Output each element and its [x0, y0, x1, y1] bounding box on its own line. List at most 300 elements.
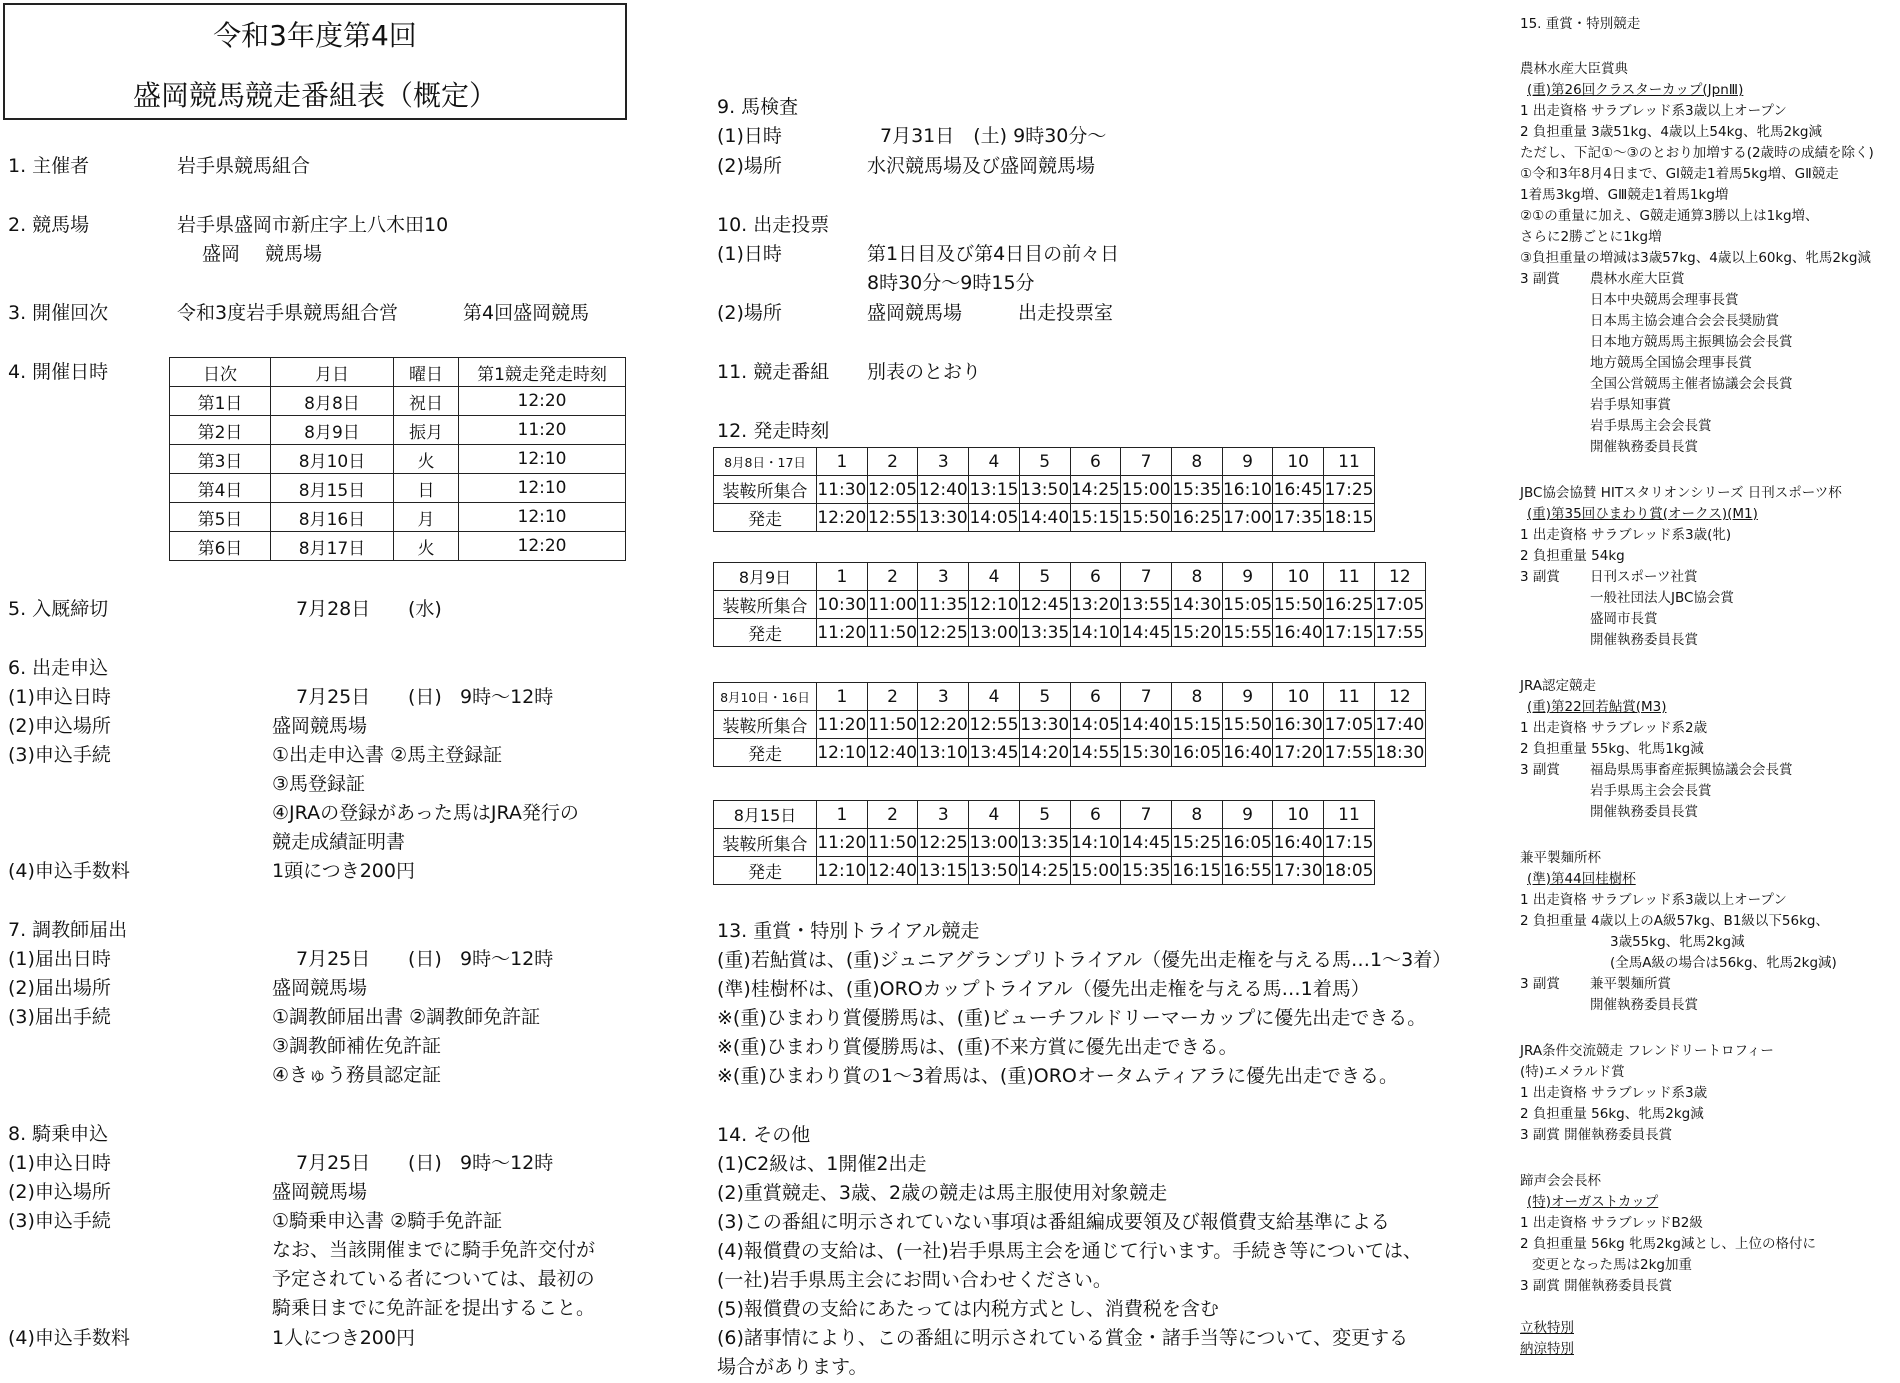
jockey-datetime-label: (1)申込日時: [8, 1152, 111, 1174]
b1-prize: 日本馬主協会連合会会長奨励賞: [1590, 313, 1779, 329]
b1-prize: 農林水産大臣賞: [1590, 271, 1685, 287]
section-13-label: 13. 重賞・特別トライアル競走: [717, 920, 980, 942]
time-cell: 13:00: [969, 829, 1020, 857]
time-cell: 3: [918, 683, 969, 711]
section-7-label: 7. 調教師届出: [8, 919, 128, 941]
time-cell: 11:50: [867, 711, 918, 739]
b1-sponsor: 農林水産大臣賞典: [1520, 61, 1628, 77]
time-cell: 16:30: [1273, 711, 1324, 739]
time-cell: 5: [1019, 563, 1070, 591]
time-cell: 8: [1172, 683, 1223, 711]
time-cell: 15:50: [1222, 711, 1273, 739]
other-line-4: (4)報償費の支給は、(一社)岩手県馬主会を通じて行います。手続き等については、: [717, 1240, 1422, 1262]
row-label: 8月15日: [714, 801, 817, 829]
b3-prize: 岩手県馬主会会長賞: [1590, 783, 1712, 799]
b1-line-1: 1 出走資格 サラブレッド系3歳以上オープン: [1520, 103, 1787, 119]
inspection-datetime: 7月31日 (土) 9時30分～: [880, 125, 1107, 147]
table-row: [170, 503, 626, 532]
jockey-place-label: (2)申込場所: [8, 1181, 111, 1203]
entry-place: 盛岡競馬場: [272, 715, 368, 737]
time-cell: 5: [1019, 448, 1070, 476]
time-cell: 13:10: [918, 739, 969, 767]
b4-line-5: 3 副賞: [1520, 976, 1560, 992]
b2-line-1: 1 出走資格 サラブレッド系3歳(牝): [1520, 527, 1732, 543]
meeting-number: 第4回盛岡競馬: [463, 302, 590, 324]
title-line-2: 盛岡競馬競走番組表（概定）: [132, 79, 497, 112]
row-label: 装鞍所集合: [714, 829, 817, 857]
stabling-deadline-day: (水): [408, 598, 442, 620]
time-cell: 17:30: [1273, 857, 1324, 885]
b2-prize: 日刊スポーツ社賞: [1590, 569, 1698, 585]
inspection-datetime-label: (1)日時: [717, 125, 782, 147]
time-cell: 13:45: [969, 739, 1020, 767]
post-time-table: [713, 447, 1375, 532]
time-cell: 10:30: [817, 591, 868, 619]
b4-line-1: 1 出走資格 サラブレッド系3歳以上オープン: [1520, 892, 1787, 908]
entry-procedure-3: ④JRAの登録があった馬はJRA発行の: [272, 802, 579, 824]
day-cell: 第3日: [170, 445, 271, 474]
time-cell: 9: [1222, 563, 1273, 591]
row-label: 装鞍所集合: [714, 711, 817, 739]
time-cell: 12: [1374, 563, 1425, 591]
time-cell: 13:15: [969, 476, 1020, 504]
time-cell: 3: [918, 448, 969, 476]
weekday-cell: 火: [394, 532, 459, 561]
entry-fee: 1頭につき200円: [272, 860, 415, 882]
trainer-place: 盛岡競馬場: [272, 977, 368, 999]
b4-line-4: (全馬A級の場合は56kg、牝馬2kg減): [1610, 955, 1837, 971]
trial-line-2: (準)桂樹杯は、(重)OROカップトライアル（優先出走権を与える馬…1着馬）: [717, 978, 1370, 1000]
trial-line-4: ※(重)ひまわり賞優勝馬は、(重)不来方賞に優先出走できる。: [717, 1036, 1238, 1058]
table-row: [170, 474, 626, 503]
time-cell: 16:25: [1324, 591, 1375, 619]
table-row: [170, 416, 626, 445]
time-cell: 13:15: [918, 857, 969, 885]
table-header-row: [170, 358, 626, 387]
b3-line-3: 3 副賞: [1520, 762, 1560, 778]
vote-place-label: (2)場所: [717, 302, 782, 324]
jockey-date: 7月25日: [296, 1152, 371, 1174]
b5-race: (特)エメラルド賞: [1520, 1064, 1625, 1080]
time-cell: 4: [969, 448, 1020, 476]
table-row: [714, 711, 1426, 739]
table-header: 月日: [271, 358, 394, 387]
row-label: 装鞍所集合: [714, 591, 817, 619]
schedule-days-table: [169, 357, 626, 561]
time-cell: 15:35: [1121, 857, 1172, 885]
title-line-1: 令和3年度第4回: [213, 19, 417, 52]
b4-sponsor: 兼平製麺所杯: [1520, 850, 1601, 866]
time-cell: 15:30: [1121, 739, 1172, 767]
time-cell: 4: [969, 801, 1020, 829]
section-2-label: 2. 競馬場: [8, 214, 90, 236]
b2-prize: 一般社団法人JBC協会賞: [1590, 590, 1734, 606]
section-3-label: 3. 開催回次: [8, 302, 109, 324]
time-cell: 7: [1121, 801, 1172, 829]
trainer-day: (日): [408, 948, 442, 970]
weekday-cell: 火: [394, 445, 459, 474]
trainer-datetime-label: (1)届出日時: [8, 948, 111, 970]
time-cell: 11:20: [459, 416, 626, 445]
trainer-procedure-1: ①調教師届出書 ②調教師免許証: [272, 1006, 541, 1028]
table-header: 第1競走発走時刻: [459, 358, 626, 387]
time-cell: 9: [1222, 801, 1273, 829]
time-cell: 10: [1273, 448, 1324, 476]
b2-prize: 開催執務委員長賞: [1590, 632, 1698, 648]
time-cell: 11:50: [867, 619, 918, 647]
time-cell: 1: [817, 801, 868, 829]
day-cell: 第4日: [170, 474, 271, 503]
time-cell: 12:40: [867, 739, 918, 767]
time-cell: 9: [1222, 448, 1273, 476]
time-cell: 9: [1222, 683, 1273, 711]
date-cell: 8月8日: [271, 387, 394, 416]
b5-line-2: 2 負担重量 56kg、牝馬2kg減: [1520, 1106, 1704, 1122]
time-cell: 14:25: [1019, 857, 1070, 885]
section-6-label: 6. 出走申込: [8, 657, 109, 679]
time-cell: 17:35: [1273, 504, 1324, 532]
table-row: [170, 445, 626, 474]
organizer-value: 岩手県競馬組合: [177, 155, 311, 177]
time-cell: 8: [1172, 563, 1223, 591]
time-cell: 12:25: [918, 829, 969, 857]
time-cell: 18:05: [1324, 857, 1375, 885]
time-cell: 12:20: [817, 504, 868, 532]
jockey-procedure-4: 騎乗日までに免許証を提出すること。: [272, 1297, 596, 1319]
other-line-5: (一社)岩手県馬主会にお問い合わせください。: [717, 1269, 1112, 1291]
time-cell: 17:05: [1324, 711, 1375, 739]
time-cell: 11:00: [867, 591, 918, 619]
entry-time: 9時～12時: [460, 686, 554, 708]
trial-line-1: (重)若鮎賞は、(重)ジュニアグランプリトライアル（優先出走権を与える馬…1～3着）: [717, 949, 1452, 971]
time-cell: 17:20: [1273, 739, 1324, 767]
post-time-table: [713, 562, 1426, 647]
time-cell: 14:10: [1070, 829, 1121, 857]
time-cell: 14:05: [1070, 711, 1121, 739]
date-cell: 8月10日: [271, 445, 394, 474]
entry-procedure-1: ①出走申込書 ②馬主登録証: [272, 744, 503, 766]
time-cell: 15:00: [1121, 476, 1172, 504]
row-label: 発走: [714, 739, 817, 767]
time-cell: 16:25: [1171, 504, 1222, 532]
table-row: [714, 591, 1426, 619]
time-cell: 12:10: [817, 739, 868, 767]
time-cell: 11: [1324, 801, 1375, 829]
time-cell: 18:30: [1374, 739, 1425, 767]
time-cell: 13:20: [1070, 591, 1121, 619]
time-cell: 4: [969, 683, 1020, 711]
b1-line-6: ②①の重量に加え、G競走通算3勝以上は1kg増、: [1520, 208, 1819, 224]
time-cell: 7: [1121, 683, 1172, 711]
time-cell: 13:50: [1019, 476, 1070, 504]
b1-race: (重)第26回クラスターカップ(JpnⅢ): [1527, 82, 1744, 98]
table-row: [714, 829, 1375, 857]
vote-datetime: 第1日目及び第4日目の前々日: [867, 243, 1120, 265]
time-cell: 16:05: [1222, 829, 1273, 857]
time-cell: 12: [1374, 683, 1425, 711]
time-cell: 14:25: [1070, 476, 1121, 504]
time-cell: 6: [1070, 448, 1121, 476]
b3-prize: 福島県馬事畜産振興協議会会長賞: [1590, 762, 1793, 778]
b1-prize: 地方競馬全国協会理事長賞: [1590, 355, 1752, 371]
b1-prize: 岩手県知事賞: [1590, 397, 1671, 413]
time-cell: 12:40: [867, 857, 918, 885]
time-cell: 7: [1121, 448, 1172, 476]
time-cell: 2: [867, 563, 918, 591]
time-cell: 6: [1070, 683, 1121, 711]
time-cell: 12:10: [459, 445, 626, 474]
b2-line-2: 2 負担重量 54kg: [1520, 548, 1625, 564]
b4-line-2: 2 負担重量 4歳以上のA級57kg、B1級以下56kg、: [1520, 913, 1829, 929]
date-cell: 8月16日: [271, 503, 394, 532]
b5-line-1: 1 出走資格 サラブレッド系3歳: [1520, 1085, 1708, 1101]
b3-prize: 開催執務委員長賞: [1590, 804, 1698, 820]
time-cell: 15:50: [1273, 591, 1324, 619]
time-cell: 13:50: [969, 857, 1020, 885]
day-cell: 第2日: [170, 416, 271, 445]
b2-sponsor: JBC協会協賛 HITスタリオンシリーズ 日刊スポーツ杯: [1520, 485, 1842, 501]
b5-line-3: 3 副賞 開催執務委員長賞: [1520, 1127, 1673, 1143]
time-cell: 14:55: [1070, 739, 1121, 767]
section-1-label: 1. 主催者: [8, 155, 90, 177]
table-row: [714, 504, 1375, 532]
time-cell: 15:35: [1171, 476, 1222, 504]
time-cell: 12:10: [817, 857, 868, 885]
other-line-2: (2)重賞競走、3歳、2歳の競走は馬主服使用対象競走: [717, 1182, 1168, 1204]
jockey-procedure-1: ①騎乗申込書 ②騎手免許証: [272, 1210, 503, 1232]
section-10-label: 10. 出走投票: [717, 214, 830, 236]
b1-prize: 岩手県馬主会会長賞: [1590, 418, 1712, 434]
time-cell: 17:40: [1374, 711, 1425, 739]
entry-day: (日): [408, 686, 442, 708]
trainer-place-label: (2)届出場所: [8, 977, 111, 999]
program-value: 別表のとおり: [867, 361, 982, 383]
time-cell: 12:20: [459, 532, 626, 561]
section-12-label: 12. 発走時刻: [717, 420, 830, 442]
jockey-fee-label: (4)申込手数料: [8, 1327, 130, 1349]
time-cell: 14:40: [1019, 504, 1070, 532]
time-cell: 16:15: [1171, 857, 1222, 885]
trial-line-5: ※(重)ひまわり賞の1～3着馬は、(重)OROオータムティアラに優先出走できる。: [717, 1065, 1398, 1087]
time-cell: 16:40: [1273, 619, 1324, 647]
time-cell: 13:30: [1019, 711, 1070, 739]
time-cell: 11:35: [918, 591, 969, 619]
post-time-table: [713, 800, 1375, 885]
b2-race: (重)第35回ひまわり賞(オークス)(M1): [1527, 506, 1758, 522]
time-cell: 11:50: [867, 829, 918, 857]
time-cell: 13:55: [1121, 591, 1172, 619]
time-cell: 10: [1273, 801, 1324, 829]
entry-procedure-label: (3)申込手続: [8, 744, 111, 766]
time-cell: 1: [817, 683, 868, 711]
section-15-label: 15. 重賞・特別競走: [1520, 16, 1641, 32]
trial-line-3: ※(重)ひまわり賞優勝馬は、(重)ビューチフルドリーマーカップに優先出走できる。: [717, 1007, 1427, 1029]
time-cell: 11:20: [817, 619, 868, 647]
jockey-time: 9時～12時: [460, 1152, 554, 1174]
b3-race: (重)第22回若鮎賞(M3): [1527, 699, 1667, 715]
time-cell: 2: [867, 801, 918, 829]
weekday-cell: 祝日: [394, 387, 459, 416]
time-cell: 13:30: [918, 504, 969, 532]
time-cell: 16:40: [1273, 829, 1324, 857]
b6-line-4: 3 副賞 開催執務委員長賞: [1520, 1278, 1673, 1294]
time-cell: 16:55: [1222, 857, 1273, 885]
time-cell: 5: [1019, 683, 1070, 711]
time-cell: 17:55: [1374, 619, 1425, 647]
title-box: [3, 3, 627, 120]
section-8-label: 8. 騎乗申込: [8, 1123, 109, 1145]
b6-line-3: 変更となった馬は2kg加重: [1532, 1257, 1692, 1273]
jockey-place: 盛岡競馬場: [272, 1181, 368, 1203]
entry-datetime-label: (1)申込日時: [8, 686, 111, 708]
other-line-1: (1)C2級は、1開催2出走: [717, 1153, 927, 1175]
date-cell: 8月17日: [271, 532, 394, 561]
b3-line-2: 2 負担重量 55kg、牝馬1kg減: [1520, 741, 1704, 757]
time-cell: 12:05: [867, 476, 918, 504]
time-cell: 15:55: [1222, 619, 1273, 647]
row-label: 発走: [714, 504, 817, 532]
date-cell: 8月15日: [271, 474, 394, 503]
b1-line-9: 3 副賞: [1520, 271, 1560, 287]
time-cell: 12:25: [918, 619, 969, 647]
jockey-procedure-3: 予定されている者については、最初の: [272, 1268, 595, 1290]
b1-prize: 日本地方競馬馬主振興協会会長賞: [1590, 334, 1793, 350]
time-cell: 17:15: [1324, 829, 1375, 857]
trainer-procedure-label: (3)届出手続: [8, 1006, 111, 1028]
time-cell: 7: [1121, 563, 1172, 591]
b1-line-4: ①令和3年8月4日まで、GⅠ競走1着馬5kg増、GⅡ競走: [1520, 166, 1839, 182]
time-cell: 18:15: [1324, 504, 1375, 532]
time-cell: 14:45: [1121, 619, 1172, 647]
entry-fee-label: (4)申込手数料: [8, 860, 130, 882]
b6-line-1: 1 出走資格 サラブレッドB2級: [1520, 1215, 1703, 1231]
time-cell: 15:00: [1070, 857, 1121, 885]
time-cell: 16:45: [1273, 476, 1324, 504]
entry-date: 7月25日: [296, 686, 371, 708]
extra-race-1: 立秋特別: [1520, 1320, 1574, 1336]
jockey-procedure-label: (3)申込手続: [8, 1210, 111, 1232]
section-9-label: 9. 馬検査: [717, 96, 799, 118]
b1-line-2: 2 負担重量 3歳51kg、4歳以上54kg、牝馬2kg減: [1520, 124, 1822, 140]
jockey-fee: 1人につき200円: [272, 1327, 415, 1349]
time-cell: 5: [1019, 801, 1070, 829]
time-cell: 12:55: [969, 711, 1020, 739]
table-row: [714, 683, 1426, 711]
time-cell: 4: [969, 563, 1020, 591]
time-cell: 17:05: [1374, 591, 1425, 619]
day-cell: 第6日: [170, 532, 271, 561]
b6-race: (特)オーガストカップ: [1527, 1194, 1659, 1210]
b5-sponsor: JRA条件交流競走 フレンドリートロフィー: [1520, 1043, 1774, 1059]
table-header: 日次: [170, 358, 271, 387]
b1-line-7: さらに2勝ごとに1kg増: [1520, 229, 1662, 245]
post-time-table: [713, 682, 1426, 767]
weekday-cell: 日: [394, 474, 459, 503]
b1-prize: 開催執務委員長賞: [1590, 439, 1698, 455]
b3-line-1: 1 出走資格 サラブレッド系2歳: [1520, 720, 1708, 736]
racecourse-address: 岩手県盛岡市新庄字上八木田10: [177, 214, 449, 236]
table-row: [170, 532, 626, 561]
table-row: [714, 563, 1426, 591]
time-cell: 11:20: [817, 711, 868, 739]
time-cell: 1: [817, 563, 868, 591]
racecourse-name: 盛岡 競馬場: [202, 243, 323, 265]
other-line-6: (5)報償費の支給にあたっては内税方式とし、消費税を含む: [717, 1298, 1219, 1320]
b1-prize: 日本中央競馬会理事長賞: [1590, 292, 1739, 308]
time-cell: 13:35: [1019, 829, 1070, 857]
row-label: 8月10日・16日: [714, 683, 817, 711]
time-cell: 12:10: [969, 591, 1020, 619]
trainer-procedure-2: ③調教師補佐免許証: [272, 1035, 442, 1057]
table-row: [714, 448, 1375, 476]
time-cell: 14:45: [1121, 829, 1172, 857]
time-cell: 17:25: [1324, 476, 1375, 504]
time-cell: 15:20: [1172, 619, 1223, 647]
stabling-deadline-date: 7月28日: [296, 598, 371, 620]
weekday-cell: 振月: [394, 416, 459, 445]
table-header: 曜日: [394, 358, 459, 387]
time-cell: 11: [1324, 563, 1375, 591]
time-cell: 12:20: [459, 387, 626, 416]
time-cell: 14:05: [969, 504, 1020, 532]
b4-prize: 開催執務委員長賞: [1590, 997, 1698, 1013]
time-cell: 11:30: [817, 476, 868, 504]
time-cell: 6: [1070, 563, 1121, 591]
time-cell: 16:40: [1222, 739, 1273, 767]
other-line-8: 場合があります。: [717, 1356, 868, 1378]
extra-race-2: 納涼特別: [1520, 1341, 1574, 1357]
table-row: [714, 801, 1375, 829]
time-cell: 11: [1324, 448, 1375, 476]
time-cell: 14:40: [1121, 711, 1172, 739]
b4-prize: 兼平製麺所賞: [1590, 976, 1671, 992]
time-cell: 15:15: [1172, 711, 1223, 739]
vote-time: 8時30分～9時15分: [867, 272, 1035, 294]
day-cell: 第5日: [170, 503, 271, 532]
time-cell: 12:20: [918, 711, 969, 739]
b4-line-3: 3歳55kg、牝馬2kg減: [1610, 934, 1745, 950]
row-label: 装鞍所集合: [714, 476, 817, 504]
section-5-label: 5. 入厩締切: [8, 598, 109, 620]
trainer-procedure-3: ④きゅう務員認定証: [272, 1064, 442, 1086]
time-cell: 14:30: [1172, 591, 1223, 619]
time-cell: 11:20: [817, 829, 868, 857]
inspection-place: 水沢競馬場及び盛岡競馬場: [867, 155, 1096, 177]
time-cell: 3: [918, 563, 969, 591]
time-cell: 6: [1070, 801, 1121, 829]
section-4-label: 4. 開催日時: [8, 361, 109, 383]
b1-line-8: ③負担重量の増減は3歳57kg、4歳以上60kg、牝馬2kg減: [1520, 250, 1871, 266]
table-row: [714, 857, 1375, 885]
time-cell: 16:05: [1172, 739, 1223, 767]
row-label: 発走: [714, 619, 817, 647]
time-cell: 17:55: [1324, 739, 1375, 767]
b6-line-2: 2 負担重量 56kg 牝馬2kg減とし、上位の格付に: [1520, 1236, 1817, 1252]
time-cell: 13:00: [969, 619, 1020, 647]
row-label: 8月9日: [714, 563, 817, 591]
time-cell: 17:00: [1222, 504, 1273, 532]
day-cell: 第1日: [170, 387, 271, 416]
time-cell: 12:10: [459, 503, 626, 532]
weekday-cell: 月: [394, 503, 459, 532]
table-row: [714, 739, 1426, 767]
time-cell: 10: [1273, 683, 1324, 711]
time-cell: 11: [1324, 683, 1375, 711]
time-cell: 12:40: [918, 476, 969, 504]
inspection-place-label: (2)場所: [717, 155, 782, 177]
time-cell: 13:35: [1019, 619, 1070, 647]
trainer-date: 7月25日: [296, 948, 371, 970]
